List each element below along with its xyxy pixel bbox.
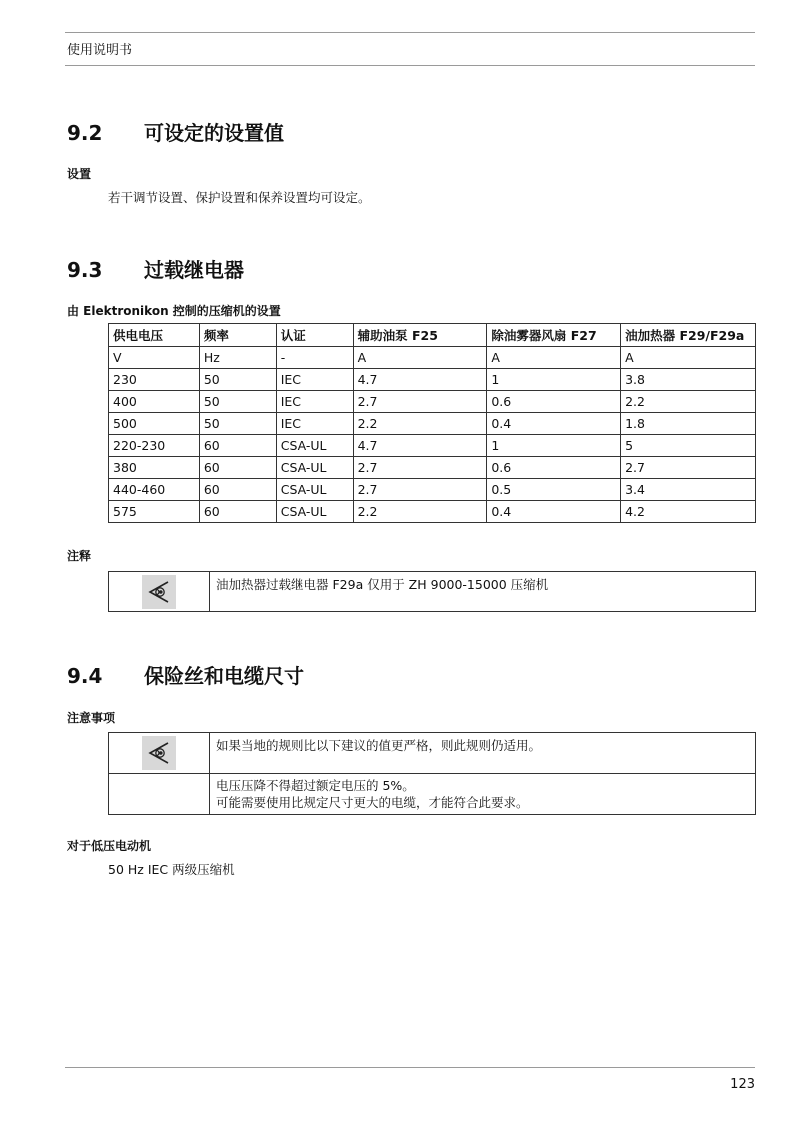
- table-cell: 220-230: [109, 435, 200, 457]
- table-header-cell: 频率: [199, 324, 276, 347]
- table-row: [109, 347, 756, 369]
- note-subheading: 注释: [67, 549, 92, 563]
- table-cell: 400: [109, 391, 200, 413]
- page-number: 123: [730, 1077, 755, 1092]
- table-cell: -: [276, 347, 353, 369]
- eye-caution-icon: [142, 575, 176, 609]
- notice-subheading: 注意事项: [67, 711, 116, 725]
- table-cell: 0.4: [487, 501, 621, 523]
- section-title: 过载继电器: [144, 258, 244, 282]
- table-cell: A: [353, 347, 487, 369]
- table-cell: 60: [199, 501, 276, 523]
- header-top-rule: [65, 32, 755, 33]
- table-header-cell: 油加热器 F29/F29a: [621, 324, 756, 347]
- table-row: [109, 413, 756, 435]
- table-cell: 1.8: [621, 413, 756, 435]
- table-cell: A: [621, 347, 756, 369]
- table-cell: 4.2: [621, 501, 756, 523]
- notice-empty-cell: [109, 774, 210, 815]
- table-cell: A: [487, 347, 621, 369]
- table-cell: 230: [109, 369, 200, 391]
- footer-rule: [65, 1067, 755, 1068]
- settings-paragraph: 若干调节设置、保护设置和保养设置均可设定。: [108, 190, 371, 205]
- notice-icon-cell: [109, 733, 210, 774]
- table-header-cell: 认证: [276, 324, 353, 347]
- table-cell: 2.7: [353, 391, 487, 413]
- table-row: [109, 479, 756, 501]
- notice-row: [109, 774, 756, 815]
- settings-subheading: 设置: [67, 167, 92, 181]
- table-header-cell: 辅助油泵 F25: [353, 324, 487, 347]
- table-cell: Hz: [199, 347, 276, 369]
- table-cell: 1: [487, 435, 621, 457]
- table-cell: 2.2: [621, 391, 756, 413]
- table-cell: 2.7: [621, 457, 756, 479]
- table-cell: 50: [199, 369, 276, 391]
- section-number: 9.4: [67, 664, 103, 688]
- table-cell: 50: [199, 413, 276, 435]
- table-cell: 380: [109, 457, 200, 479]
- table-cell: 60: [199, 457, 276, 479]
- note-text: 油加热器过载继电器 F29a 仅用于 ZH 9000-15000 压缩机: [210, 572, 756, 612]
- document-header-title: 使用说明书: [67, 43, 133, 58]
- table-row: [109, 391, 756, 413]
- table-cell: 0.4: [487, 413, 621, 435]
- table-cell: 440-460: [109, 479, 200, 501]
- table-cell: 2.7: [353, 457, 487, 479]
- table-cell: 0.6: [487, 391, 621, 413]
- section-9-4-heading: [67, 660, 304, 689]
- table-cell: CSA-UL: [276, 435, 353, 457]
- section-9-3-heading: [67, 254, 244, 283]
- overload-relay-table: [108, 323, 756, 523]
- low-voltage-motor-subheading: 对于低压电动机: [67, 839, 152, 853]
- header-bottom-rule: [65, 65, 755, 66]
- table-cell: 3.4: [621, 479, 756, 501]
- table-cell: 60: [199, 479, 276, 501]
- note-box: [108, 571, 756, 612]
- table-cell: 0.5: [487, 479, 621, 501]
- table-header-cell: 除油雾器风扇 F27: [487, 324, 621, 347]
- table-cell: 500: [109, 413, 200, 435]
- eye-caution-icon: [142, 736, 176, 770]
- section-number: 9.3: [67, 258, 103, 282]
- table-cell: 1: [487, 369, 621, 391]
- table-cell: 2.7: [353, 479, 487, 501]
- section-number: 9.2: [67, 121, 103, 145]
- table-cell: 60: [199, 435, 276, 457]
- notice-text-2-line-2: 可能需要使用比规定尺寸更大的电缆，才能符合此要求。: [216, 795, 529, 810]
- table-cell: 4.7: [353, 435, 487, 457]
- section-title: 可设定的设置值: [144, 121, 284, 145]
- table-cell: IEC: [276, 391, 353, 413]
- table-cell: 5: [621, 435, 756, 457]
- overload-relay-subheading: 由 Elektronikon 控制的压缩机的设置: [67, 304, 281, 318]
- section-title: 保险丝和电缆尺寸: [144, 664, 304, 688]
- notice-text-2-line-1: 电压压降不得超过额定电压的 5%。: [216, 778, 415, 793]
- table-cell: 2.2: [353, 413, 487, 435]
- table-header-row: [109, 324, 756, 347]
- table-row: [109, 457, 756, 479]
- table-cell: 0.6: [487, 457, 621, 479]
- note-icon-cell: [109, 572, 210, 612]
- table-row: [109, 435, 756, 457]
- table-cell: 50: [199, 391, 276, 413]
- table-cell: 2.2: [353, 501, 487, 523]
- notice-row: [109, 733, 756, 774]
- table-cell: 3.8: [621, 369, 756, 391]
- table-cell: 4.7: [353, 369, 487, 391]
- notice-text-2: [210, 774, 756, 815]
- table-cell: 575: [109, 501, 200, 523]
- table-cell: CSA-UL: [276, 501, 353, 523]
- notice-text-1: 如果当地的规则比以下建议的值更严格，则此规则仍适用。: [210, 733, 756, 774]
- table-cell: IEC: [276, 369, 353, 391]
- low-voltage-motor-text: 50 Hz IEC 两级压缩机: [108, 862, 235, 877]
- section-9-2-heading: [67, 117, 284, 146]
- table-cell: CSA-UL: [276, 479, 353, 501]
- table-row: [109, 501, 756, 523]
- notice-box: [108, 732, 756, 815]
- table-cell: V: [109, 347, 200, 369]
- note-row: [109, 572, 756, 612]
- table-cell: IEC: [276, 413, 353, 435]
- table-cell: CSA-UL: [276, 457, 353, 479]
- table-row: [109, 369, 756, 391]
- table-header-cell: 供电电压: [109, 324, 200, 347]
